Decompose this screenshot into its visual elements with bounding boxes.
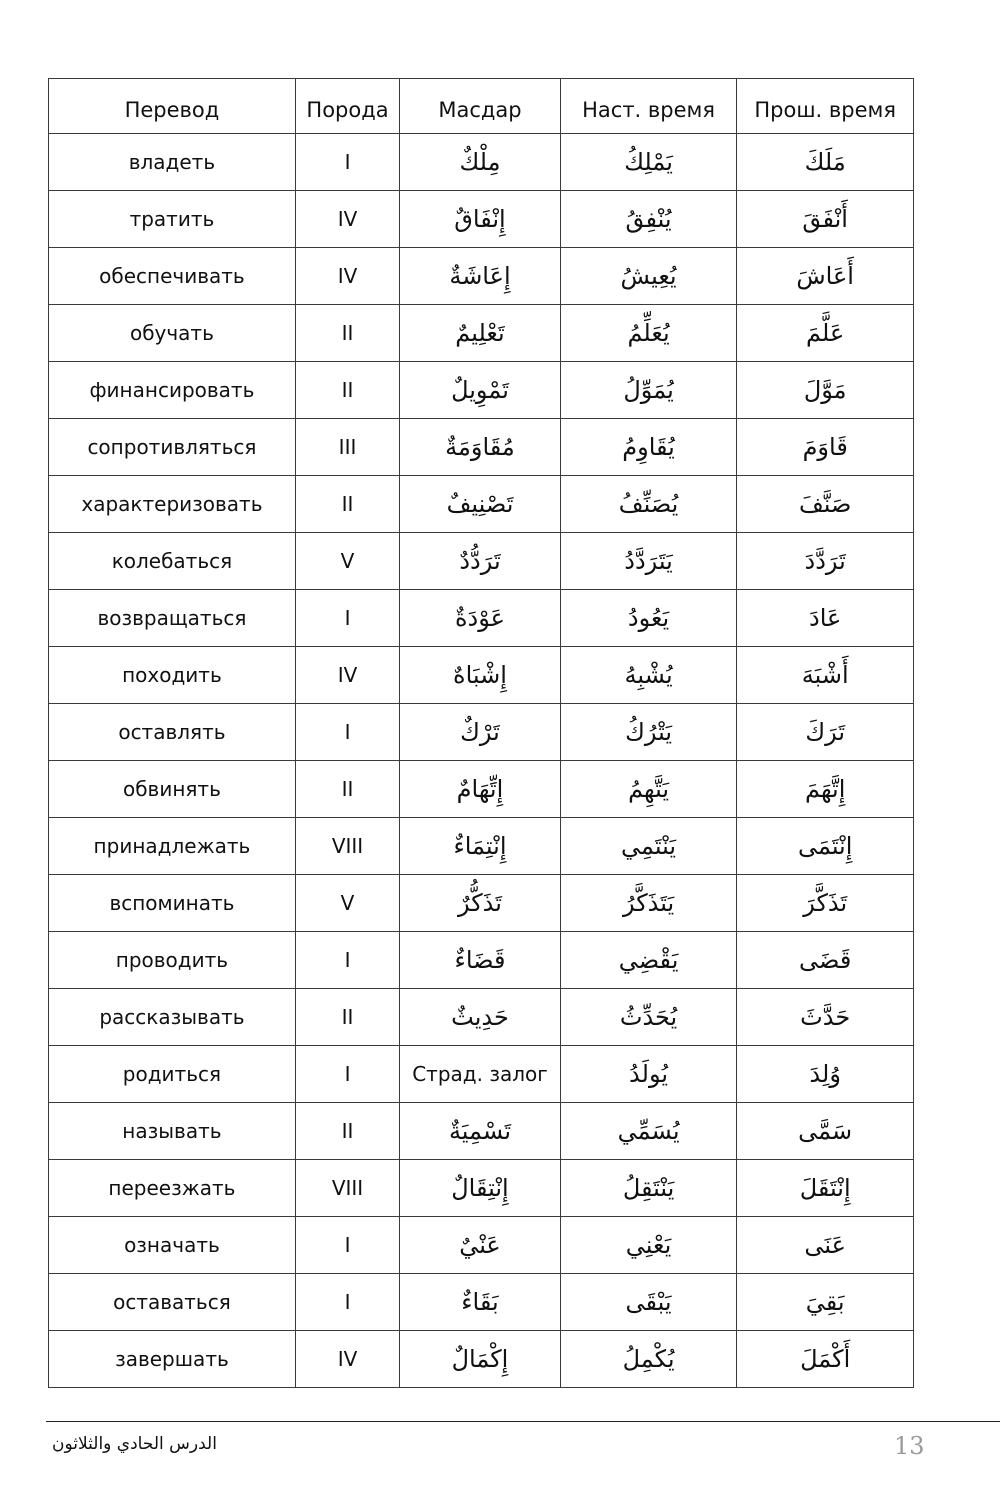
cell-form-text: I [344,720,351,744]
cell-present [560,248,737,305]
cell-masdar [400,248,561,305]
cell-present [560,932,737,989]
cell-form [295,533,399,590]
cell-present-text: يَعْنِي [625,1231,672,1259]
cell-translation-text: сопротивляться [87,435,257,459]
table-row [49,1331,914,1388]
cell-present [560,761,737,818]
cell-translation-text: принадлежать [93,834,251,858]
cell-present [560,818,737,875]
cell-translation-text: вспоминать [109,891,235,915]
cell-present [560,134,737,191]
cell-present [560,362,737,419]
cell-translation [49,932,296,989]
cell-translation-text: владеть [128,150,216,174]
table-body [49,134,914,1388]
cell-past [737,1217,914,1274]
cell-past-text: إِتَّهَمَ [804,775,846,803]
cell-present [560,1331,737,1388]
cell-form [295,1274,399,1331]
table-row [49,704,914,761]
cell-present-text: يَنْتَقِلُ [622,1174,675,1202]
cell-translation-text: называть [122,1119,222,1143]
cell-past [737,818,914,875]
cell-masdar [400,362,561,419]
cell-masdar [400,875,561,932]
lesson-title: الدرس الحادي والثلاثون [52,1434,217,1454]
cell-masdar [400,1103,561,1160]
cell-past-text: إِنْتَقَلَ [799,1174,851,1202]
cell-past-text: تَذَكَّرَ [803,889,848,917]
cell-form-text: IV [337,663,358,687]
cell-translation-text: рассказывать [99,1005,245,1029]
cell-masdar [400,989,561,1046]
cell-form-text: IV [337,207,358,231]
cell-form-text: VIII [331,1176,364,1200]
cell-present-text: يَتَذَكَّرُ [622,889,675,917]
page-number: 13 [894,1432,925,1460]
cell-present [560,419,737,476]
cell-past [737,1103,914,1160]
cell-masdar [400,1046,561,1103]
cell-present-text: يَعُودُ [627,604,670,632]
cell-present-text: يُمَوِّلُ [623,376,674,404]
cell-translation [49,134,296,191]
cell-masdar [400,818,561,875]
cell-translation [49,533,296,590]
cell-past-text: مَوَّلَ [803,376,847,404]
header-form: Порода [295,79,399,134]
table-row [49,248,914,305]
cell-past [737,1160,914,1217]
cell-present [560,1103,737,1160]
cell-form-text: II [341,777,354,801]
cell-past-text: صَنَّفَ [798,490,852,518]
cell-translation-text: завершать [115,1347,229,1371]
cell-masdar [400,1274,561,1331]
cell-masdar-text: عَوْدَةٌ [454,604,505,632]
cell-present-text: يُنْفِقُ [625,205,672,233]
header-masdar: Масдар [400,79,561,134]
cell-present-text: يُقَاوِمُ [622,433,675,461]
cell-form [295,1046,399,1103]
table-row [49,647,914,704]
cell-translation-text: оставлять [118,720,226,744]
cell-form-text: V [340,891,355,915]
cell-past-text: قَاوَمَ [802,433,848,461]
cell-form [295,476,399,533]
cell-form [295,305,399,362]
table-row [49,191,914,248]
table-row [49,761,914,818]
cell-masdar [400,533,561,590]
cell-form-text: IV [337,264,358,288]
table-row [49,875,914,932]
cell-past [737,305,914,362]
cell-masdar-text: عَنْيٌ [459,1231,501,1259]
cell-masdar [400,134,561,191]
cell-form [295,1331,399,1388]
cell-form [295,419,399,476]
cell-present [560,305,737,362]
cell-masdar-text: بَقَاءٌ [461,1288,499,1316]
cell-present-text: يَنْتَمِي [621,832,677,860]
cell-form-text: III [338,435,357,459]
cell-masdar [400,1331,561,1388]
cell-translation [49,419,296,476]
cell-present-text: يُعَلِّمُ [627,319,670,347]
cell-translation [49,248,296,305]
cell-translation-text: обучать [129,321,214,345]
table-row [49,1160,914,1217]
cell-past-text: بَقِيَ [805,1288,845,1316]
cell-form [295,1103,399,1160]
cell-translation [49,704,296,761]
cell-present [560,1046,737,1103]
table-row [49,305,914,362]
cell-present-text: يُعِيشُ [620,262,677,290]
cell-past [737,476,914,533]
cell-form-text: IV [337,1347,358,1371]
cell-translation [49,362,296,419]
cell-present-text: يَتَرَدَّدُ [624,547,673,575]
cell-form [295,191,399,248]
cell-form [295,248,399,305]
cell-past-text: أَكْمَلَ [800,1345,851,1373]
cell-translation-text: тратить [129,207,215,231]
table-row [49,134,914,191]
cell-past [737,647,914,704]
cell-past-text: أَنْفَقَ [802,205,848,233]
cell-present [560,533,737,590]
cell-translation-text: финансировать [89,378,255,402]
cell-past [737,704,914,761]
cell-masdar [400,761,561,818]
cell-form-text: I [344,606,351,630]
cell-present [560,476,737,533]
cell-past [737,1046,914,1103]
cell-masdar-text: تَذَكُّرٌ [458,889,502,917]
cell-translation [49,1160,296,1217]
cell-masdar-text: Страд. залог [412,1062,548,1086]
cell-past [737,875,914,932]
cell-masdar [400,1160,561,1217]
cell-present-text: يَقْضِي [618,946,679,974]
cell-past [737,191,914,248]
cell-masdar-text: قَضَاءٌ [454,946,506,974]
cell-masdar-text: إِكْمَالٌ [451,1345,509,1373]
table-row [49,419,914,476]
cell-form [295,875,399,932]
cell-form-text: I [344,1233,351,1257]
cell-translation [49,1217,296,1274]
cell-form-text: I [344,948,351,972]
header-past: Прош. время [737,79,914,134]
cell-masdar-text: إِنْتِقَالٌ [451,1174,509,1202]
cell-present-text: يَتْرُكُ [625,718,673,746]
cell-masdar-text: مِلْكٌ [459,148,501,176]
cell-masdar-text: تَرْكٌ [460,718,500,746]
cell-translation [49,191,296,248]
cell-past-text: تَرَدَّدَ [804,547,846,575]
cell-past [737,248,914,305]
cell-masdar [400,1217,561,1274]
cell-masdar-text: إِتِّهَامٌ [456,775,504,803]
cell-present [560,704,737,761]
cell-translation-text: означать [124,1233,220,1257]
cell-masdar-text: تَمْوِيلٌ [451,376,509,404]
cell-present-text: يُشْبِهُ [624,661,673,689]
cell-translation [49,590,296,647]
cell-translation-text: колебаться [111,549,233,573]
cell-form [295,818,399,875]
cell-form [295,989,399,1046]
cell-translation-text: обеспечивать [99,264,245,288]
cell-present [560,1274,737,1331]
cell-translation-text: проводить [115,948,229,972]
cell-form [295,932,399,989]
cell-past-text: أَشْبَهَ [801,661,849,689]
cell-form [295,1217,399,1274]
cell-form [295,1160,399,1217]
cell-present-text: يُحَدِّثُ [619,1003,678,1031]
cell-masdar [400,305,561,362]
cell-masdar-text: إِنْفَاقٌ [454,205,506,233]
table-row [49,590,914,647]
cell-form [295,590,399,647]
cell-masdar-text: إِشْبَاهٌ [453,661,507,689]
cell-present-text: يُصَنِّفُ [618,490,679,518]
cell-masdar-text: إِنْتِمَاءٌ [453,832,507,860]
table-row [49,1217,914,1274]
table-row [49,989,914,1046]
cell-past [737,1274,914,1331]
table-row [49,362,914,419]
cell-present [560,647,737,704]
cell-translation-text: характеризовать [81,492,263,516]
header-translation: Перевод [49,79,296,134]
cell-form [295,704,399,761]
cell-form-text: V [340,549,355,573]
cell-form-text: II [341,321,354,345]
cell-past-text: إِنْتَمَى [797,832,853,860]
cell-past-text: عَادَ [809,604,842,632]
cell-translation [49,1331,296,1388]
cell-present-text: يَتَّهِمُ [628,775,670,803]
cell-translation-text: переезжать [108,1176,236,1200]
cell-past [737,134,914,191]
cell-translation-text: оставаться [113,1290,231,1314]
table-row [49,1103,914,1160]
cell-masdar [400,932,561,989]
cell-translation-text: возвращаться [97,606,247,630]
header-present: Наст. время [560,79,737,134]
cell-masdar [400,191,561,248]
cell-past [737,590,914,647]
cell-form-text: I [344,1062,351,1086]
cell-translation-text: походить [122,663,222,687]
cell-masdar-text: مُقَاوَمَةٌ [445,433,515,461]
table-row [49,1274,914,1331]
cell-past [737,362,914,419]
cell-past-text: مَلَكَ [804,148,846,176]
cell-form [295,362,399,419]
cell-present-text: يُولَدُ [629,1060,669,1088]
cell-masdar [400,704,561,761]
cell-translation [49,875,296,932]
cell-past [737,761,914,818]
table-header-row [49,79,914,134]
cell-masdar [400,419,561,476]
cell-past-text: أَعَاشَ [796,262,854,290]
cell-present-text: يُكْمِلُ [622,1345,675,1373]
cell-past [737,989,914,1046]
cell-form-text: VIII [331,834,364,858]
cell-form [295,761,399,818]
cell-translation [49,761,296,818]
cell-masdar [400,590,561,647]
cell-form-text: II [341,1119,354,1143]
cell-past [737,932,914,989]
table-row [49,818,914,875]
cell-masdar [400,647,561,704]
cell-form-text: I [344,150,351,174]
cell-translation [49,647,296,704]
cell-past-text: وُلِدَ [809,1060,841,1088]
cell-masdar-text: تَعْلِيمٌ [455,319,505,347]
cell-translation [49,818,296,875]
cell-present-text: يَبْقَى [625,1288,672,1316]
cell-form-text: II [341,378,354,402]
cell-form-text: I [344,1290,351,1314]
cell-translation [49,989,296,1046]
cell-past [737,419,914,476]
cell-past-text: عَنَى [804,1231,846,1259]
cell-past-text: سَمَّى [798,1117,853,1145]
cell-translation [49,1046,296,1103]
cell-past-text: قَضَى [799,946,852,974]
cell-translation [49,305,296,362]
cell-present [560,1217,737,1274]
footer-divider [46,1421,1000,1422]
verb-conjugation-table [48,78,914,1388]
cell-masdar-text: تَسْمِيَةٌ [448,1117,512,1145]
cell-translation [49,476,296,533]
cell-present [560,989,737,1046]
cell-translation [49,1103,296,1160]
cell-past-text: عَلَّمَ [806,319,845,347]
cell-past [737,533,914,590]
cell-masdar-text: تَصْنِيفٌ [446,490,514,518]
table-row [49,1046,914,1103]
cell-masdar-text: تَرَدُّدٌ [459,547,501,575]
cell-present [560,875,737,932]
cell-present-text: يَمْلِكُ [624,148,673,176]
cell-present-text: يُسَمِّي [617,1117,680,1145]
cell-form-text: II [341,492,354,516]
cell-form-text: II [341,1005,354,1029]
table-row [49,932,914,989]
cell-masdar-text: حَدِيثٌ [451,1003,509,1031]
cell-present [560,1160,737,1217]
cell-present [560,590,737,647]
cell-masdar-text: إِعَاشَةٌ [449,262,511,290]
cell-form [295,134,399,191]
cell-form [295,647,399,704]
cell-past-text: حَدَّثَ [800,1003,851,1031]
cell-translation-text: родиться [122,1062,222,1086]
cell-translation-text: обвинять [122,777,221,801]
cell-present [560,191,737,248]
cell-past-text: تَرَكَ [805,718,846,746]
cell-translation [49,1274,296,1331]
cell-masdar [400,476,561,533]
table-row [49,476,914,533]
cell-past [737,1331,914,1388]
table-row [49,533,914,590]
